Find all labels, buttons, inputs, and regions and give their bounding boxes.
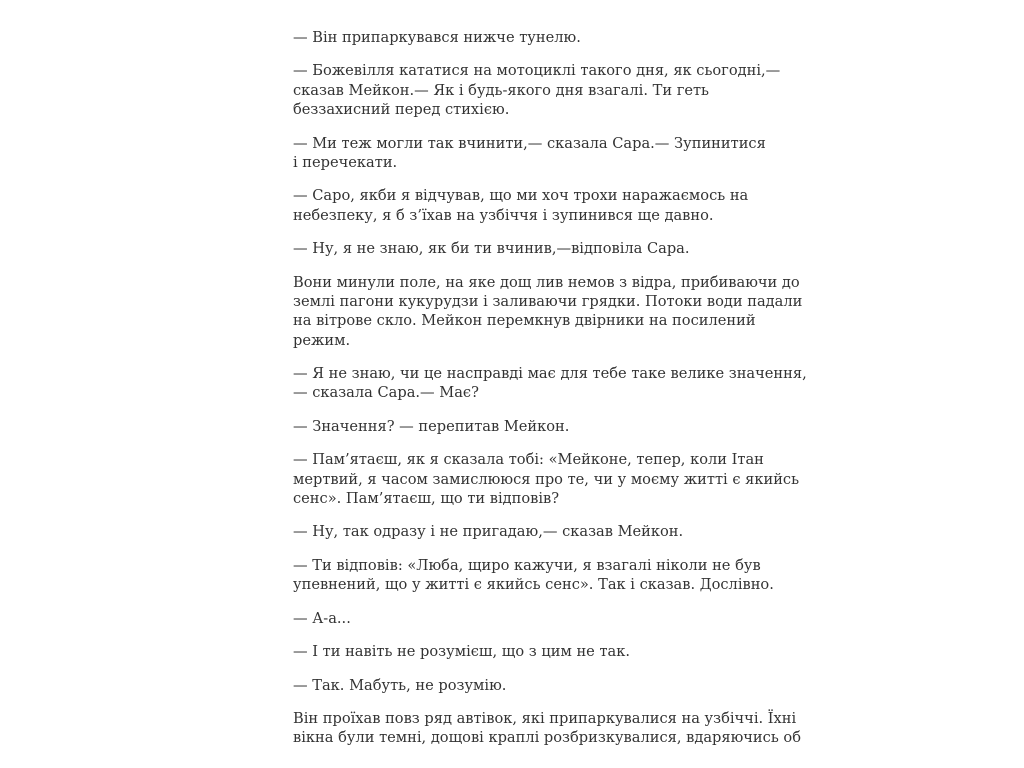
text-line: і перечекати. (293, 153, 398, 171)
text-line: — Значення? — перепитав Мейкон. (293, 417, 570, 435)
text-line: — Ми теж могли так вчинити,— сказала Сара.— Зупинитися (293, 134, 766, 152)
paragraph (293, 186, 749, 225)
text-line: — А-а... (293, 609, 351, 627)
text-line: — Я не знаю, чи це насправді має для тебе таке велике значення, (293, 364, 807, 382)
paragraph (293, 364, 807, 403)
paragraph (293, 676, 745, 695)
text-line: — сказала Сара.— Має? (293, 384, 479, 402)
text-line: Вони минули поле, на яке дощ лив немов з відра, прибиваючи до (293, 273, 800, 291)
text-line: сенс». Пам’ятаєш, що ти відповів? (293, 489, 560, 507)
paragraph (293, 417, 745, 436)
paragraph (293, 642, 745, 661)
text-line: — Ти відповів: «Люба, щиро кажучи, я взагалі ніколи не був (293, 556, 761, 574)
book-page (293, 28, 807, 762)
text-line: беззахисний перед стихією. (293, 101, 510, 119)
paragraph (293, 609, 745, 628)
paragraph (293, 28, 745, 47)
text-line: сказав Мейкон.— Як і будь-якого дня взагалі. Ти геть (293, 81, 709, 99)
text-line: мертвий, я часом замислююся про те, чи у моєму житті є якийсь (293, 470, 800, 488)
text-line: — Ну, я не знаю, як би ти вчинив,—відповіла Сара. (293, 240, 690, 258)
paragraph (293, 61, 781, 119)
paragraph (293, 709, 801, 748)
text-line: — Він припаркувався нижче тунелю. (293, 29, 581, 46)
paragraph (293, 522, 745, 541)
paragraph (293, 450, 800, 508)
text-line: — Пам’ятаєш, як я сказала тобі: «Мейконе, тепер, коли Ітан (293, 451, 764, 469)
text-line: небезпеку, я б з’їхав на узбіччя і зупинився ще давно. (293, 206, 714, 224)
text-line: вікна були темні, дощові краплі розбризкувалися, вдаряючись об (293, 729, 801, 747)
text-line: на вітрове скло. Мейкон перемкнув двірники на посилений (293, 312, 756, 330)
text-line: — Божевілля кататися на мотоциклі такого дня, як сьогодні,— (293, 62, 781, 80)
text-line: режим. (293, 331, 351, 349)
paragraph (293, 239, 745, 258)
text-line: — Так. Мабуть, не розумію. (293, 676, 507, 694)
text-line: — Саро, якби я відчував, що ми хоч трохи наражаємось на (293, 187, 749, 205)
text-line: — Ну, так одразу і не пригадаю,— сказав Мейкон. (293, 523, 684, 541)
paragraph (293, 273, 803, 350)
text-line: — І ти навіть не розумієш, що з цим не так. (293, 643, 630, 661)
paragraph (293, 134, 766, 173)
text-line: землі пагони кукурудзи і заливаючи грядки. Потоки води падали (293, 292, 803, 310)
text-line: упевнений, що у житті є якийсь сенс». Так і сказав. Дослівно. (293, 576, 774, 594)
text-line: Він проїхав повз ряд автівок, які припаркувалися на узбіччі. Їхні (293, 710, 797, 728)
paragraph (293, 556, 774, 595)
